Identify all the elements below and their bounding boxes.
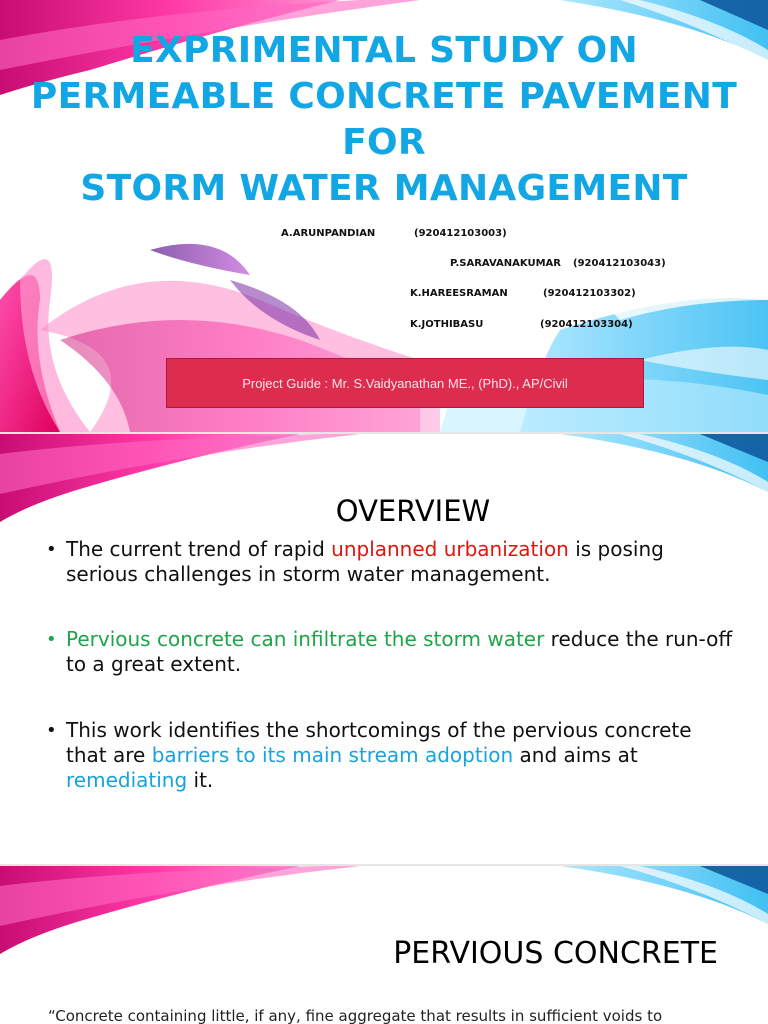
definition-text: “Concrete containing little, if any, fine aggregate that results in sufficient voids to xyxy=(48,1007,663,1024)
title-line-2: PERMEABLE CONCRETE PAVEMENT xyxy=(30,76,738,117)
overview-heading: OVERVIEW xyxy=(335,494,491,528)
student-name: A.ARUNPANDIAN xyxy=(281,228,376,239)
title-slide xyxy=(0,0,768,432)
bullet-text: reduce the run-off to a great extent. xyxy=(66,627,733,676)
student-name: K.HAREESRAMAN xyxy=(410,288,508,299)
student-id: (920412103003) xyxy=(414,228,507,239)
overview-bullet-list xyxy=(46,537,736,793)
title-line-1: EXPRIMENTAL STUDY ON xyxy=(130,30,638,71)
bullet-item-3 xyxy=(46,718,736,793)
pervious-concrete-slide xyxy=(0,866,768,1024)
student-id: (920412103043) xyxy=(573,258,666,269)
overview-slide xyxy=(0,434,768,864)
bullet-text: is posing serious challenges in storm water management. xyxy=(66,537,664,586)
bullet-text: This work identifies the shortcomings of the pervious concrete that are xyxy=(66,718,692,767)
project-guide-box: Project Guide : Mr. S.Vaidyanathan ME., (PhD)., AP/Civil xyxy=(166,358,644,408)
highlight-text: unplanned urbanization xyxy=(331,537,569,561)
bullet-item-1 xyxy=(46,537,736,587)
title-line-3: FOR xyxy=(342,122,426,163)
student-name: P.SARAVANAKUMAR xyxy=(450,258,561,269)
highlight-text: remediating xyxy=(66,768,188,792)
bullet-text: and aims at xyxy=(513,743,638,767)
highlight-text: barriers to its main stream adoption xyxy=(151,743,514,767)
bullet-text: it. xyxy=(187,768,214,792)
presentation-title xyxy=(0,28,768,212)
bullet-text: The current trend of rapid xyxy=(66,537,332,561)
student-id: (920412103302) xyxy=(543,288,636,299)
student-id: (920412103304) xyxy=(540,319,633,330)
highlight-text: Pervious concrete can infiltrate the storm water xyxy=(66,627,545,651)
title-line-4: STORM WATER MANAGEMENT xyxy=(80,168,688,209)
student-name: K.JOTHIBASU xyxy=(410,319,484,330)
bullet-item-2 xyxy=(46,627,736,677)
pervious-concrete-heading: PERVIOUS CONCRETE xyxy=(393,936,718,971)
